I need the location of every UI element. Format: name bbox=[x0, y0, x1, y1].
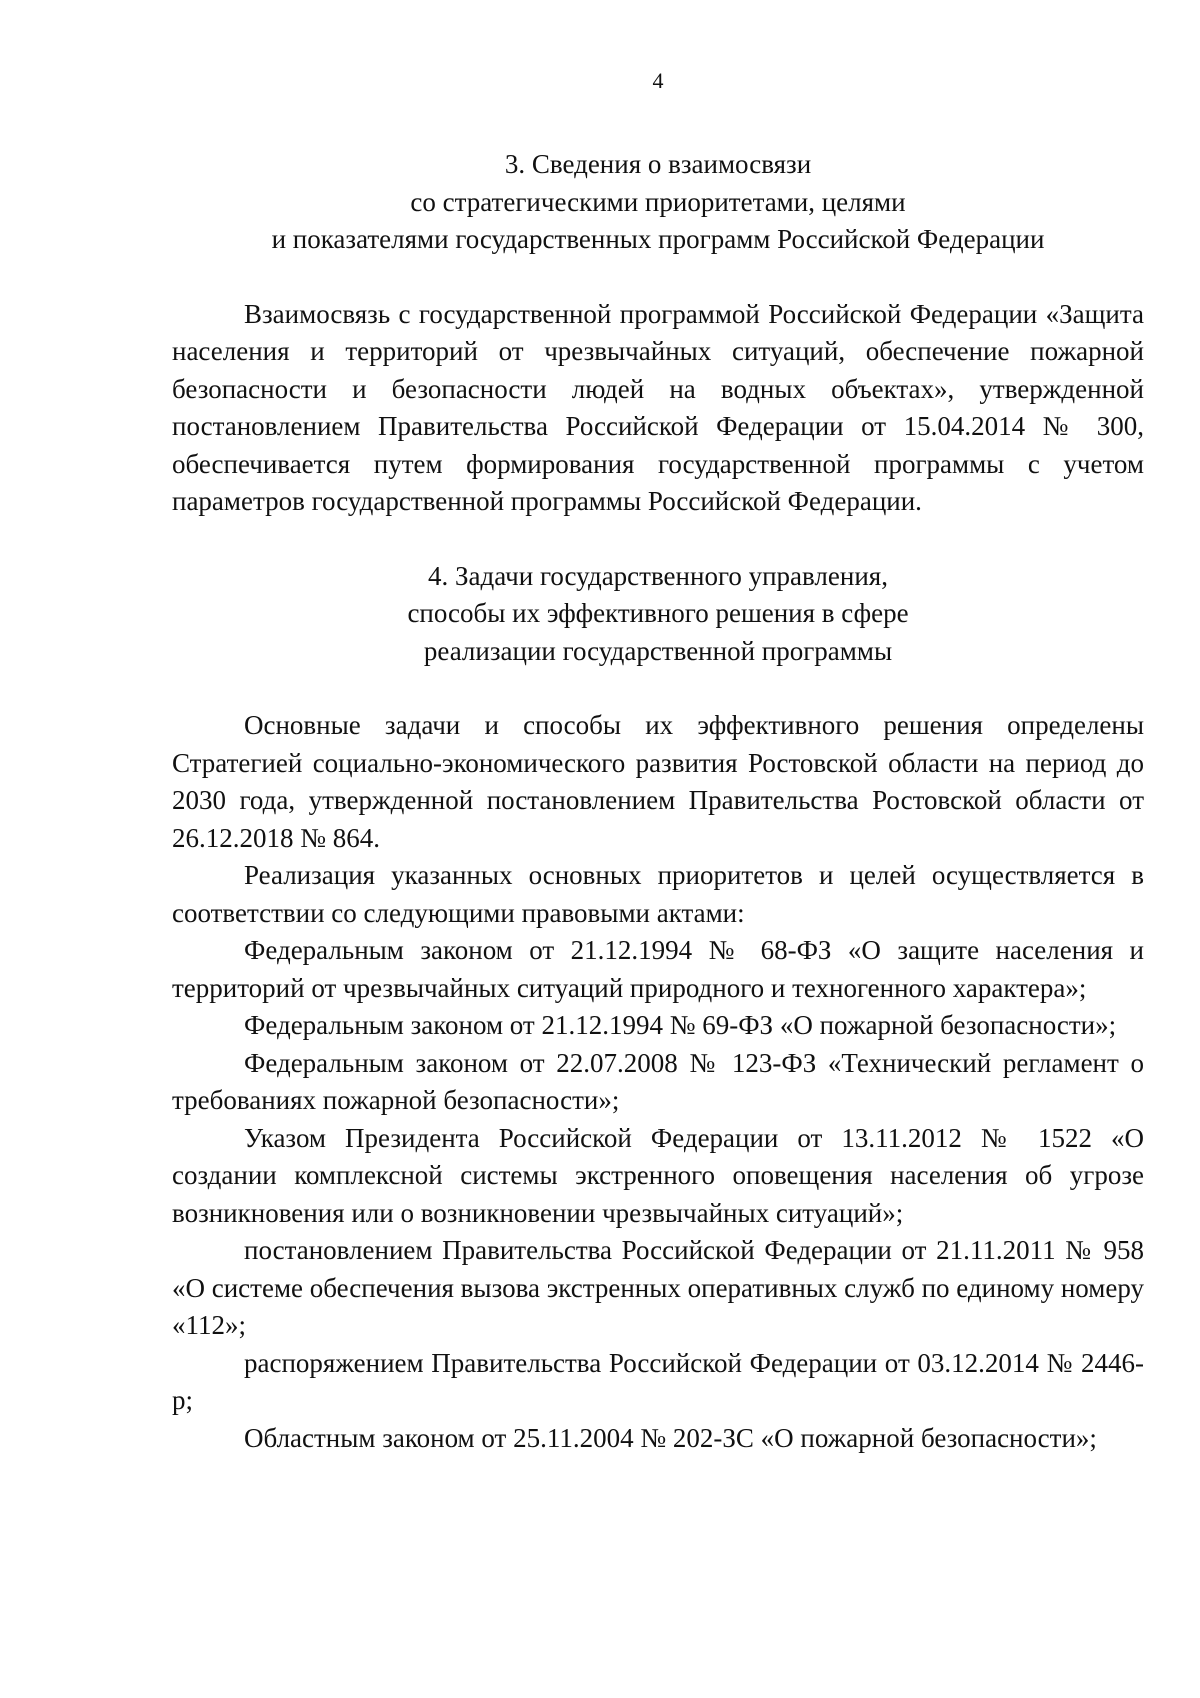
section-4-heading-line: реализации государственной программы bbox=[423, 635, 893, 666]
section-4-heading-line: 4. Задачи государственного управления, bbox=[428, 560, 888, 591]
section-4-paragraph: Основные задачи и способы их эффективного решения определены Стратегией социально-экономического развития Ростовской области на период до 2030 года, утвержденной постановлением Правительства Ростовской области от 26.12.2018 № 864. bbox=[172, 710, 1144, 853]
legal-act-item: Указом Президента Российской Федерации от 13.11.2012 № 1522 «О создании комплексной системы экстренного оповещения населения об угрозе возникновения или о возникновении чрезвычайных ситуаций»; bbox=[172, 1122, 1144, 1228]
section-3-heading-line: со стратегическими приоритетами, целями bbox=[410, 186, 906, 217]
section-4-heading bbox=[172, 558, 1144, 671]
document-body bbox=[172, 146, 1144, 1457]
legal-act-item: Федеральным законом от 22.07.2008 № 123-ФЗ «Технический регламент о требованиях пожарной безопасности»; bbox=[172, 1047, 1144, 1115]
legal-act-item: Федеральным законом от 21.12.1994 № 68-ФЗ «О защите населения и территорий от чрезвычайных ситуаций природного и техногенного характера»; bbox=[172, 935, 1144, 1003]
legal-act-item: распоряжением Правительства Российской Федерации от 03.12.2014 № 2446-р; bbox=[172, 1347, 1144, 1415]
page-number: 4 bbox=[652, 68, 664, 93]
section-4-paragraph: Реализация указанных основных приоритетов и целей осуществляется в соответствии со следующими правовыми актами: bbox=[172, 860, 1144, 928]
section-3-paragraph: Взаимосвязь с государственной программой Российской Федерации «Защита населения и территорий от чрезвычайных ситуаций, обеспечение пожарной безопасности и безопасности людей на водных объектах», утвержденной постановлением Правительства Российской Федерации от 15.04.2014 № 300, обеспечивается путем формирования государственной программы с учетом параметров государственной программы Российской Федерации. bbox=[172, 298, 1144, 516]
legal-act-item: Областным законом от 25.11.2004 № 202-ЗС «О пожарной безопасности»; bbox=[244, 1422, 1097, 1453]
legal-act-item: постановлением Правительства Российской Федерации от 21.11.2011 № 958 «О системе обеспечения вызова экстренных оперативных служб по единому номеру «112»; bbox=[172, 1235, 1144, 1340]
legal-act-item: Федеральным законом от 21.12.1994 № 69-ФЗ «О пожарной безопасности»; bbox=[244, 1010, 1117, 1040]
section-3-heading bbox=[172, 146, 1144, 259]
section-4-heading-line: способы их эффективного решения в сфере bbox=[407, 598, 909, 628]
section-3-heading-line: и показателями государственных программ Российской Федерации bbox=[271, 224, 1045, 254]
section-3-heading-line: 3. Сведения о взаимосвязи bbox=[504, 149, 812, 179]
